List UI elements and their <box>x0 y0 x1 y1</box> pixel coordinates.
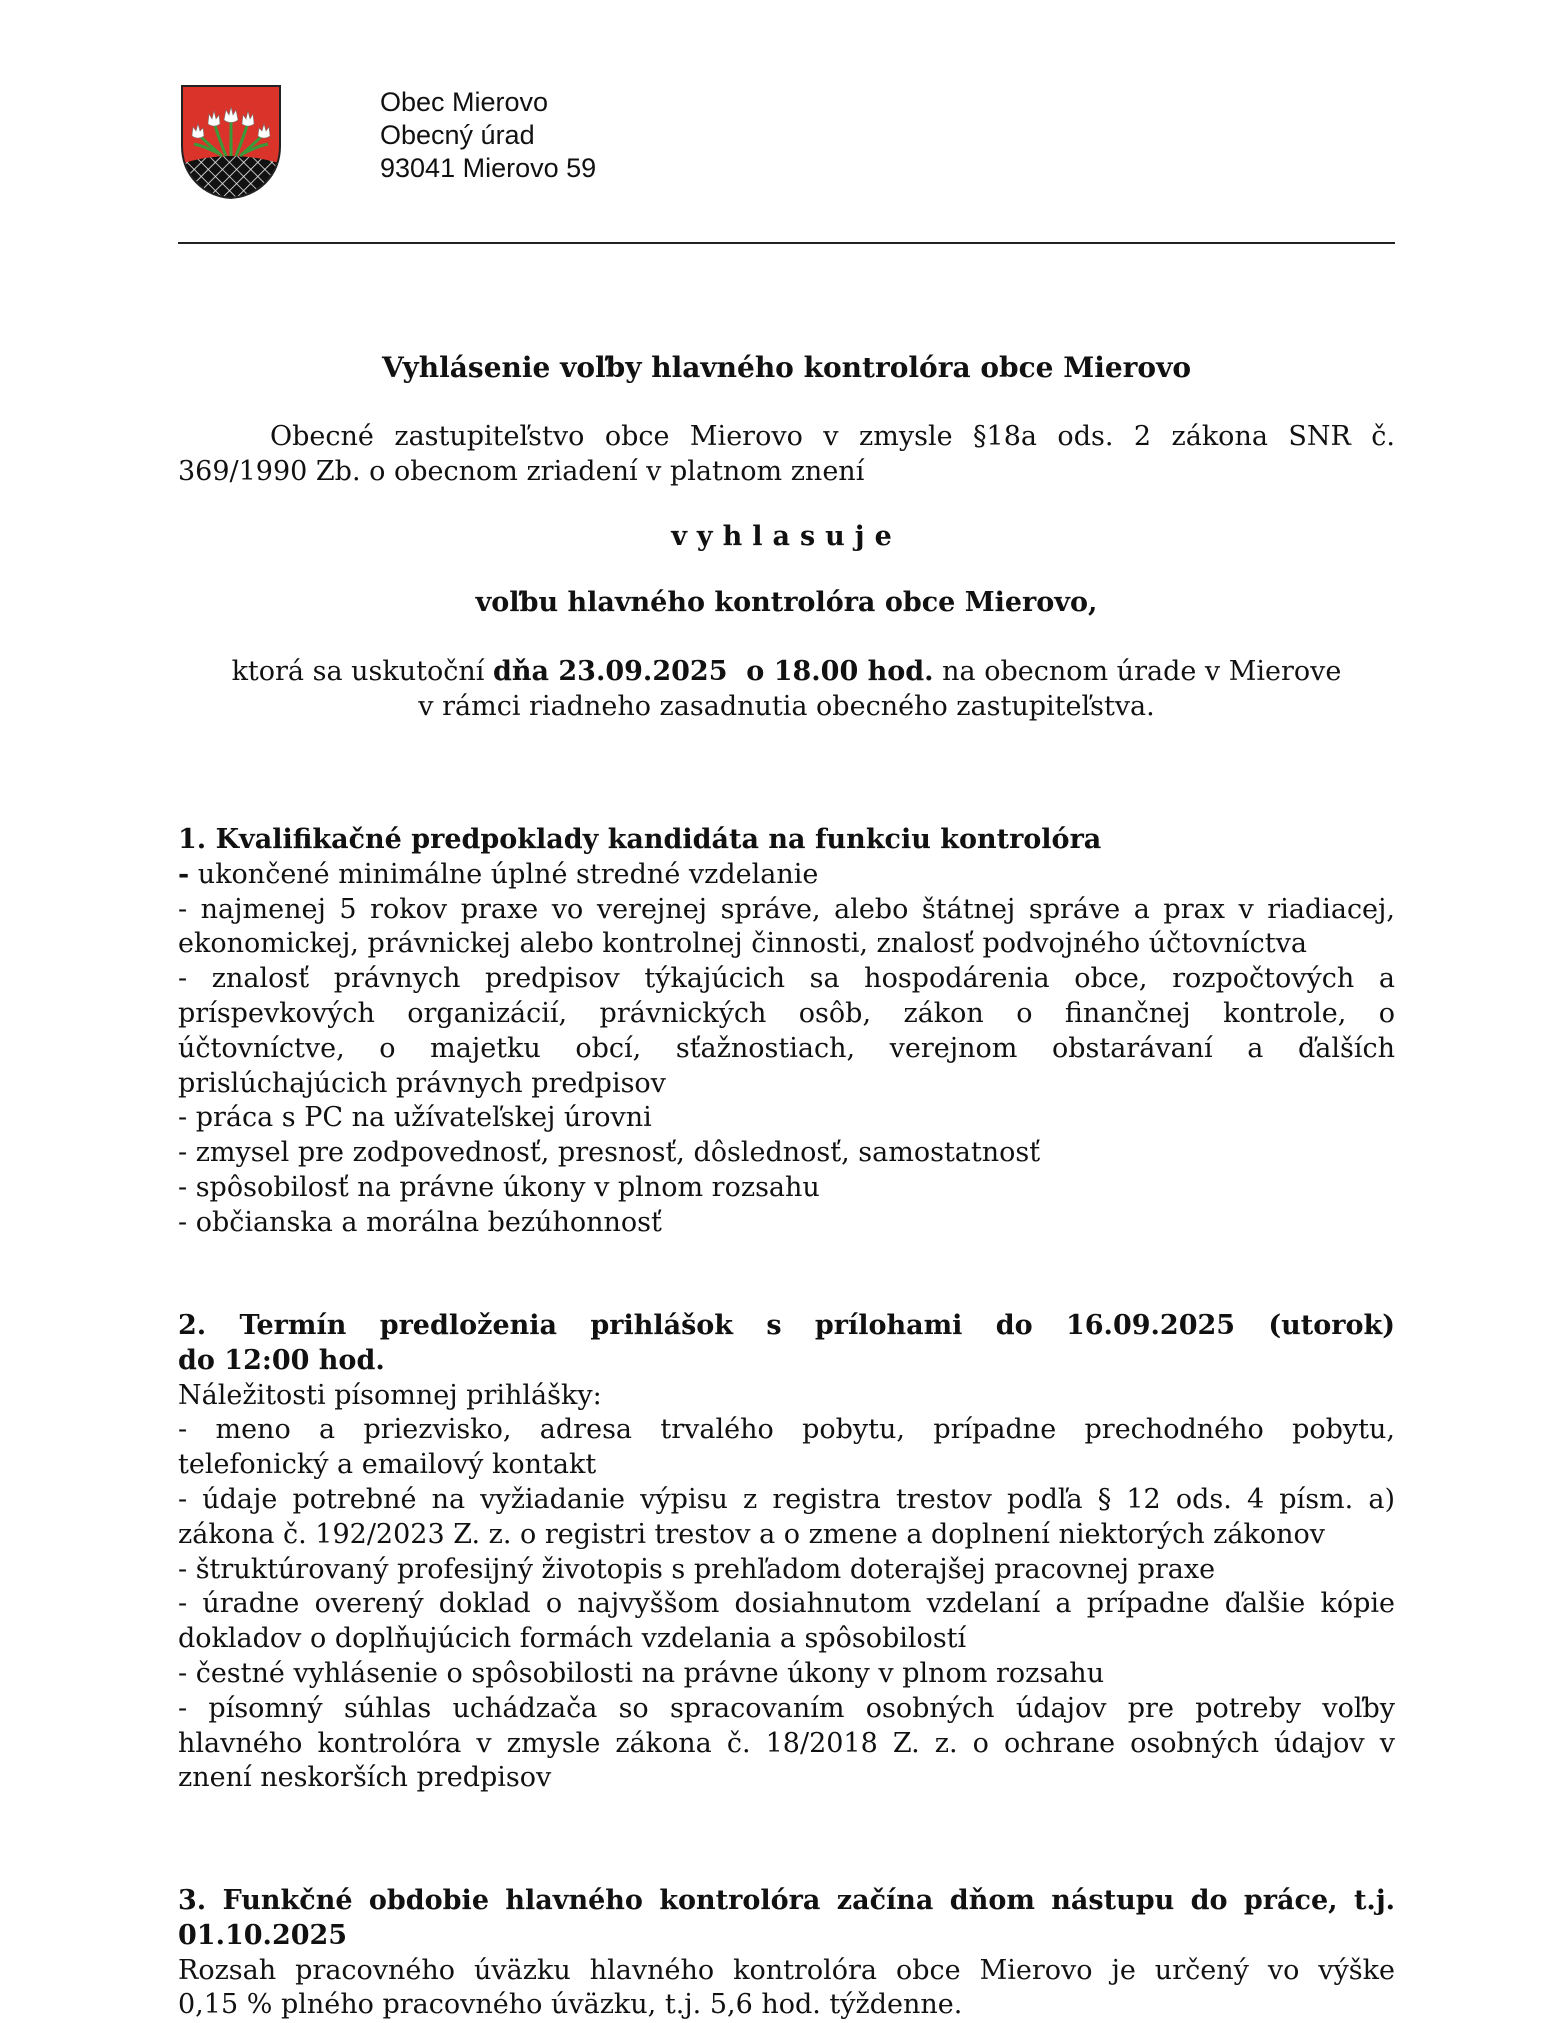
list-item: Náležitosti písomnej prihlášky: <box>178 1379 602 1411</box>
list-item: - najmenej 5 rokov praxe vo verejnej správe, alebo štátnej správe a prax v riadiacej, <box>178 893 1395 925</box>
date-suffix: na obecnom úrade v Mierove <box>933 656 1342 687</box>
election-date-paragraph <box>178 655 1395 725</box>
list-item: - meno a priezvisko, adresa trvalého pobytu, prípadne prechodného pobytu, <box>178 1414 1395 1446</box>
list-item: - občianska a morálna bezúhonnosť <box>178 1206 662 1238</box>
section-2 <box>178 1309 1395 1796</box>
election-heading: voľbu hlavného kontrolóra obce Mierovo, <box>475 587 1098 618</box>
section-3-heading: 3. Funkčné obdobie hlavného kontrolóra začína dňom nástupu do práce, t.j. <box>178 1885 1395 1916</box>
list-item: dokladov o doplňujúcich formách vzdelania a spôsobilostí <box>178 1623 967 1655</box>
municipality-name: Obec Mierovo <box>380 87 549 117</box>
list-item <box>178 858 1395 893</box>
list-item: - čestné vyhlásenie o spôsobilosti na právne úkony v plnom rozsahu <box>178 1657 1105 1689</box>
municipality-address <box>380 86 596 185</box>
intro-line-2: 369/1990 Zb. o obecnom zriadení v platnom znení <box>178 455 865 487</box>
intro-line-1: Obecné zastupiteľstvo obce Mierovo v zmysle §18a ods. 2 zákona SNR č. <box>270 421 1395 452</box>
list-item: telefonický a emailový kontakt <box>178 1449 597 1481</box>
list-item: znení neskorších predpisov <box>178 1762 552 1794</box>
election-date: dňa 23.09.2025 o 18.00 hod. <box>492 656 934 687</box>
mierovo-coat-of-arms-icon <box>180 84 282 200</box>
paragraph-line: 0,15 % plného pracovného úväzku, t.j. 5,6 hod. týždenne. <box>178 1989 963 2021</box>
office-name: Obecný úrad <box>380 120 535 150</box>
declares-text: vyhlasuje <box>671 521 902 552</box>
list-item: hlavného kontrolóra v zmysle zákona č. 18/2018 Z. z. o ochrane osobných údajov v <box>178 1727 1395 1759</box>
header-divider <box>178 242 1395 244</box>
list-item: - zmysel pre zodpovednosť, presnosť, dôslednosť, samostatnosť <box>178 1137 1041 1169</box>
paragraph-line: Rozsah pracovného úväzku hlavného kontrolóra obce Mierovo je určený vo výške <box>178 1954 1395 1986</box>
list-item-text: ukončené minimálne úplné stredné vzdelanie <box>189 858 819 890</box>
section-2-heading: 2. Termín predloženia prihlášok s prílohami do 16.09.2025 (utorok) <box>178 1310 1395 1341</box>
election-date-line <box>178 655 1395 690</box>
list-item: zákona č. 192/2023 Z. z. o registri trestov a o zmene a doplnení niektorých zákonov <box>178 1518 1326 1550</box>
intro-paragraph <box>178 420 1395 490</box>
section-2-heading-cont: do 12:00 hod. <box>178 1344 385 1376</box>
list-item: - údaje potrebné na vyžiadanie výpisu z registra trestov podľa § 12 ods. 4 písm. a) <box>178 1483 1395 1515</box>
declares-heading <box>178 520 1395 555</box>
section-3-heading-cont: 01.10.2025 <box>178 1919 348 1951</box>
document-title: Vyhlásenie voľby hlavného kontrolóra obce Mierovo <box>381 351 1192 384</box>
list-item: - práca s PC na užívateľskej úrovni <box>178 1102 652 1134</box>
list-item: ekonomickej, právnickej alebo kontrolnej činnosti, znalosť podvojného účtovníctva <box>178 928 1307 960</box>
list-item: - písomný súhlas uchádzača so spracovaním osobných údajov pre potreby voľby <box>178 1692 1395 1724</box>
list-item: príspevkových organizácií, právnických osôb, zákon o finančnej kontrole, o <box>178 997 1395 1029</box>
list-item: účtovníctve, o majetku obcí, sťažnostiach, verejnom obstarávaní a ďalších <box>178 1032 1395 1064</box>
list-item: - spôsobilosť na právne úkony v plnom rozsahu <box>178 1171 820 1203</box>
section-1 <box>178 823 1395 1241</box>
list-item: - štruktúrovaný profesijný životopis s prehľadom doterajšej pracovnej praxe <box>178 1553 1216 1585</box>
section-1-heading: 1. Kvalifikačné predpoklady kandidáta na funkciu kontrolóra <box>178 824 1102 855</box>
list-item: prislúchajúcich právnych predpisov <box>178 1067 666 1099</box>
section-3 <box>178 1884 1395 2023</box>
date-prefix: ktorá sa uskutoční <box>231 656 493 687</box>
postal-address: 93041 Mierovo 59 <box>380 153 597 183</box>
list-item: - úradne overený doklad o najvyššom dosiahnutom vzdelaní a prípadne ďalšie kópie <box>178 1588 1395 1620</box>
list-item: - znalosť právnych predpisov týkajúcich sa hospodárenia obce, rozpočtových a <box>178 963 1395 995</box>
election-venue-line: v rámci riadneho zasadnutia obecného zastupiteľstva. <box>418 690 1155 722</box>
bullet-dash: - <box>178 858 190 890</box>
